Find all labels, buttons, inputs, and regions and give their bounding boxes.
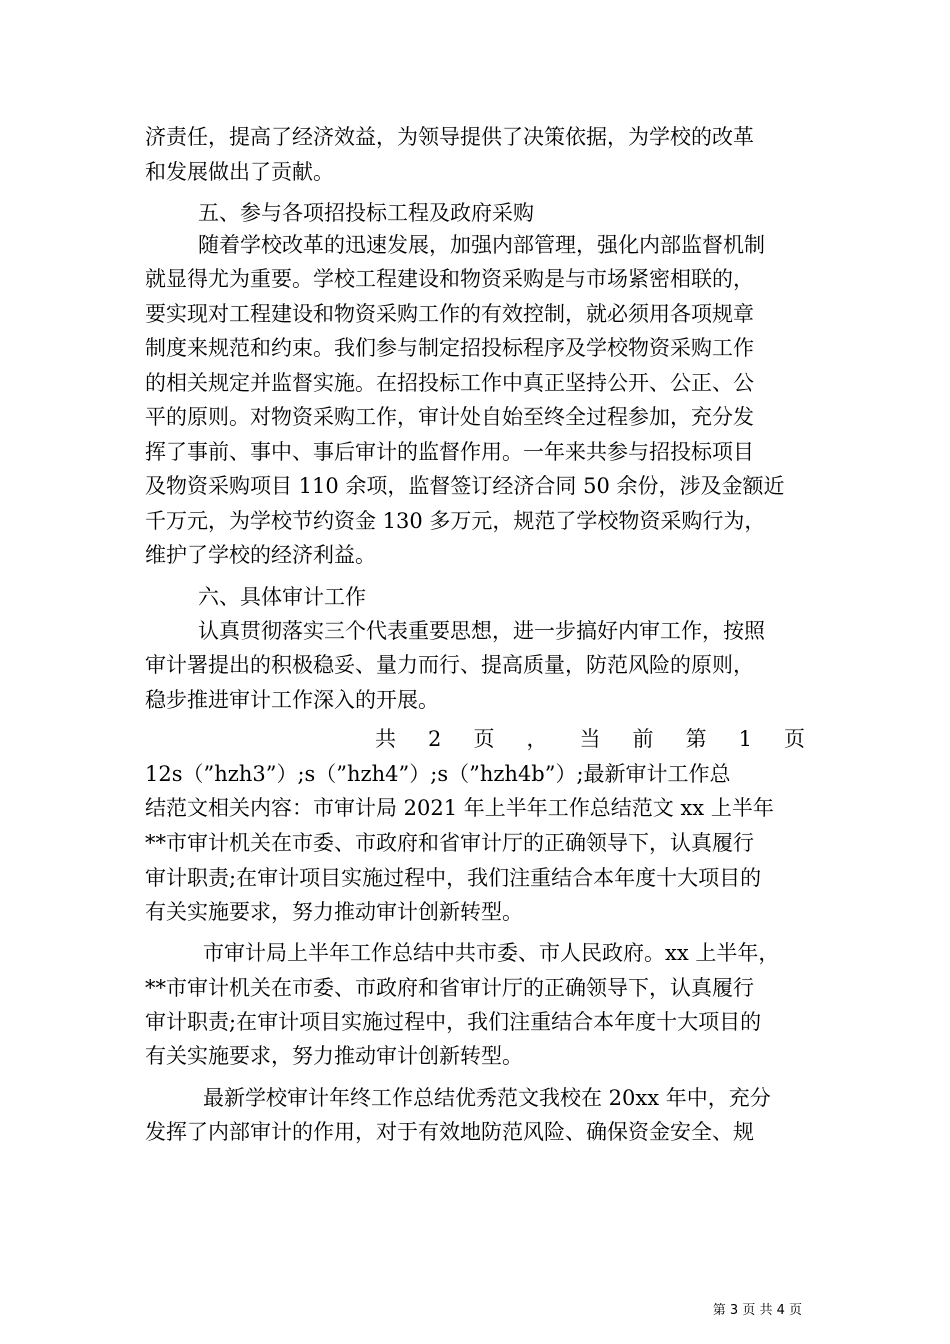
- text-line: 要实现对工程建设和物资采购工作的有效控制，就必须用各项规章: [145, 302, 754, 326]
- page-count-char: ，: [526, 727, 548, 751]
- section-heading: 五、参与各项招投标工程及政府采购: [198, 201, 534, 225]
- text-line: 结范文相关内容：市审计局 2021 年上半年工作总结范文 xx 上半年: [145, 796, 774, 820]
- text-line: 审计职责;在审计项目实施过程中，我们注重结合本年度十大项目的: [145, 1010, 762, 1034]
- text-line: 济责任，提高了经济效益，为领导提供了决策依据，为学校的改革: [145, 125, 754, 149]
- text-line: 审计职责;在审计项目实施过程中，我们注重结合本年度十大项目的: [145, 866, 762, 890]
- section-heading: 六、具体审计工作: [198, 585, 366, 609]
- page-count-char: 前: [632, 727, 654, 751]
- page-footer: 第 3 页 共 4 页: [712, 1303, 802, 1318]
- text-line: 发挥了内部审计的作用，对于有效地防范风险、确保资金安全、规: [145, 1120, 754, 1144]
- text-line: 市审计局上半年工作总结中共市委、市人民政府。xx 上半年，: [203, 941, 780, 965]
- page-count-char: 1: [738, 727, 752, 751]
- text-line: 的相关规定并监督实施。在招投标工作中真正坚持公开、公正、公: [145, 371, 754, 395]
- text-line: 就显得尤为重要。学校工程建设和物资采购是与市场紧密相联的，: [145, 267, 754, 291]
- text-line: 及物资采购项目 110 余项，监督签订经济合同 50 余份，涉及金额近: [145, 474, 785, 498]
- text-line: 随着学校改革的迅速发展，加强内部管理，强化内部监督机制: [198, 233, 765, 257]
- text-line: **市审计机关在市委、市政府和省审计厅的正确领导下，认真履行: [145, 976, 754, 1000]
- text-line: 千万元，为学校节约资金 130 多万元，规范了学校物资采购行为，: [145, 509, 766, 533]
- page-count-line: [375, 722, 805, 756]
- text-line: 12s（”hzh3”）;s（”hzh4”）;s（”hzh4b”）;最新审计工作总: [145, 762, 731, 786]
- text-line: 认真贯彻落实三个代表重要思想，进一步搞好内审工作，按照: [198, 619, 765, 643]
- text-line: 挥了事前、事中、事后审计的监督作用。一年来共参与招投标项目: [145, 440, 754, 464]
- text-line: 最新学校审计年终工作总结优秀范文我校在 20xx 年中，充分: [203, 1086, 771, 1110]
- text-line: 和发展做出了贡献。: [145, 160, 334, 184]
- text-line: 有关实施要求，努力推动审计创新转型。: [145, 900, 523, 924]
- text-line: **市审计机关在市委、市政府和省审计厅的正确领导下，认真履行: [145, 831, 754, 855]
- page-count-char: 页: [784, 727, 805, 751]
- text-line: 维护了学校的经济利益。: [145, 543, 376, 567]
- page-count-char: 第: [685, 727, 707, 751]
- page-count-char: 当: [579, 727, 601, 751]
- text-line: 审计署提出的积极稳妥、量力而行、提高质量，防范风险的原则，: [145, 653, 754, 677]
- page-count-char: 页: [473, 727, 495, 751]
- text-line: 平的原则。对物资采购工作，审计处自始至终全过程参加，充分发: [145, 405, 754, 429]
- text-line: 制度来规范和约束。我们参与制定招投标程序及学校物资采购工作: [145, 336, 754, 360]
- page-count-char: 2: [428, 727, 442, 751]
- text-line: 稳步推进审计工作深入的开展。: [145, 688, 439, 712]
- text-line: 有关实施要求，努力推动审计创新转型。: [145, 1044, 523, 1068]
- page-count-char: 共: [375, 727, 396, 751]
